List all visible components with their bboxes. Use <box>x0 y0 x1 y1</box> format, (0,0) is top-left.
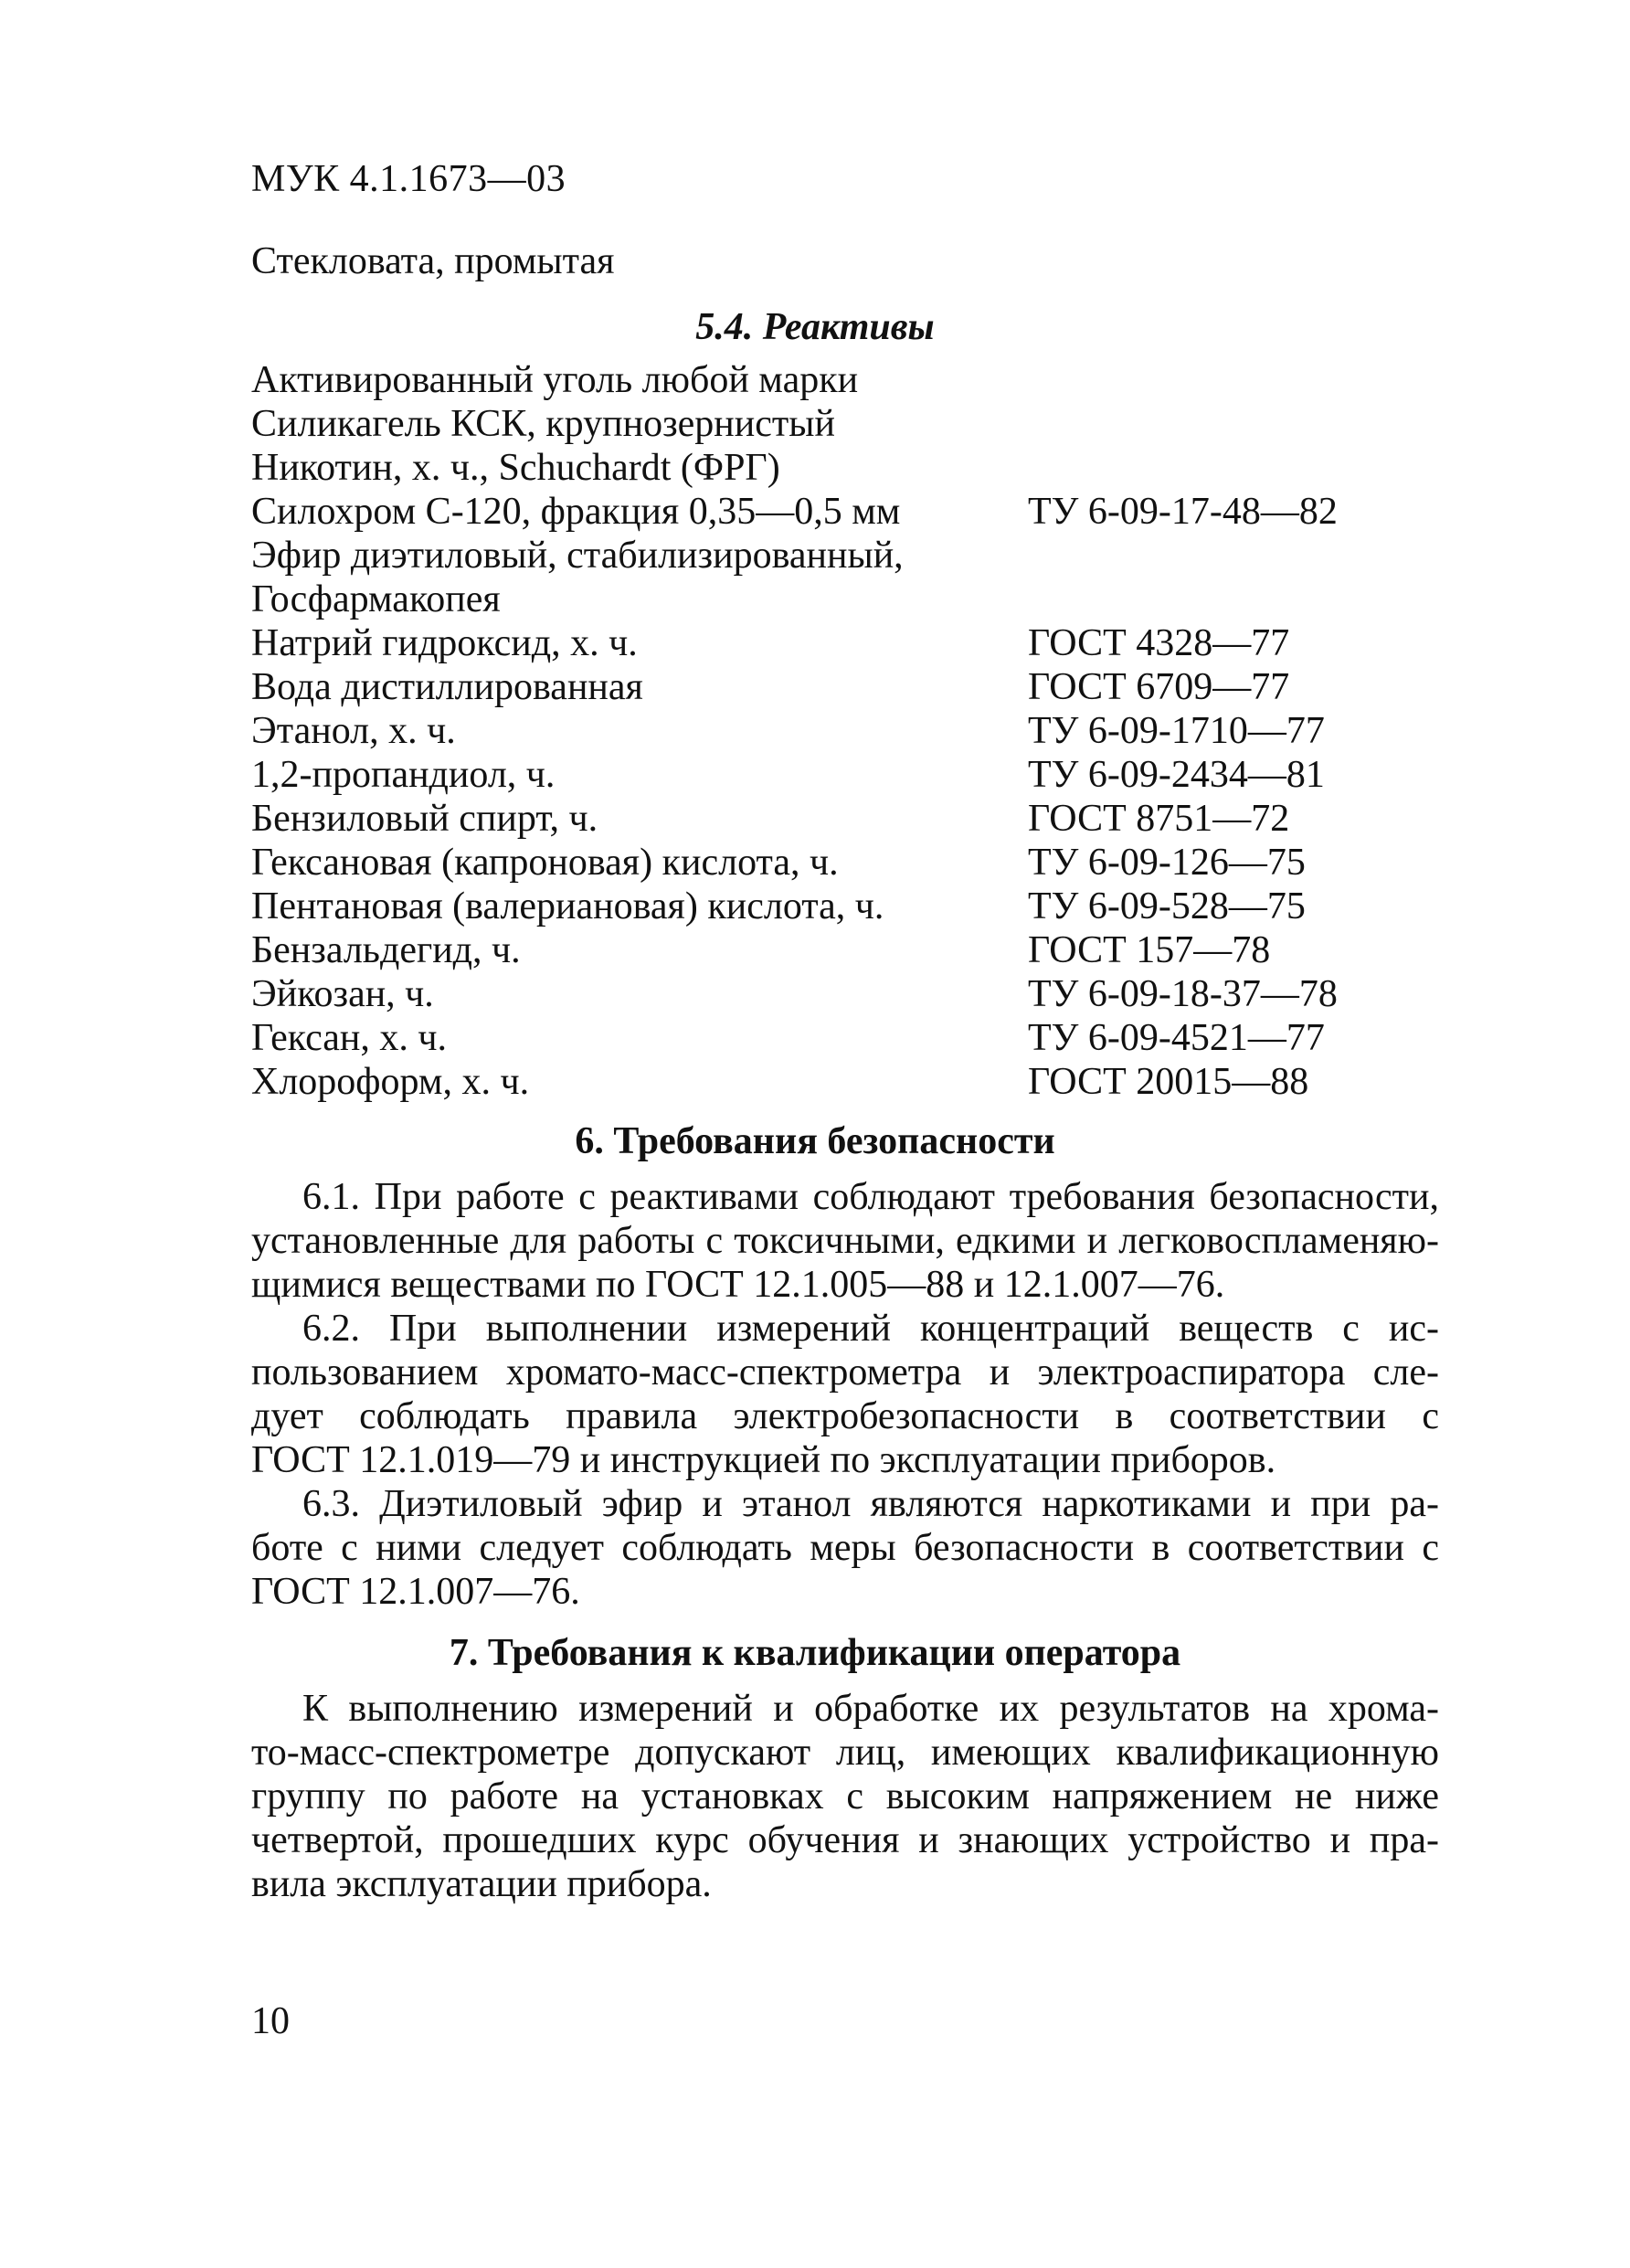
document-code: МУК 4.1.1673—03 <box>251 158 566 200</box>
paragraph-6-2 <box>251 1307 1439 1482</box>
reagent-standard: ГОСТ 157—78 <box>1028 929 1271 971</box>
paragraph-7 <box>251 1687 1439 1906</box>
section-6-title: 6. Требования безопасности <box>575 1120 1055 1162</box>
reagent-standard: ТУ 6-09-2434—81 <box>1028 754 1325 796</box>
paragraph-line: 6.1. При работе с реактивами соблюдают требования безопасности, <box>302 1176 1439 1218</box>
paragraph-line: щимися веществами по ГОСТ 12.1.005—88 и 12.1.007—76. <box>251 1264 1225 1306</box>
reagent-name: Эфир диэтиловый, стабилизированный, <box>251 535 904 577</box>
paragraph-line: 6.3. Диэтиловый эфир и этанол являются наркотиками и при ра- <box>302 1483 1439 1525</box>
paragraph-line: ГОСТ 12.1.007—76. <box>251 1571 580 1613</box>
paragraph-line: установленные для работы с токсичными, едкими и легковоспламеняю- <box>251 1220 1439 1262</box>
reagent-row <box>251 885 1439 928</box>
reagent-row <box>251 1060 1439 1104</box>
paragraph-line: К выполнению измерений и обработке их результатов на хрома- <box>302 1688 1439 1730</box>
reagent-name: Силохром С-120, фракция 0,35—0,5 мм <box>251 491 901 533</box>
reagent-row <box>251 753 1439 797</box>
reagent-name: Гексан, х. ч. <box>251 1017 447 1059</box>
paragraph-line: дует соблюдать правила электробезопасности в соответствии с <box>251 1395 1439 1437</box>
section-5-4-title: 5.4. Реактивы <box>695 306 935 348</box>
paragraph-line: группу по работе на установках с высоким напряжением не ниже <box>251 1775 1439 1818</box>
reagent-name: Натрий гидроксид, х. ч. <box>251 622 638 664</box>
paragraph-line: вила эксплуатации прибора. <box>251 1863 712 1905</box>
reagent-name: Эйкозан, ч. <box>251 973 434 1015</box>
reagent-standard: ГОСТ 4328—77 <box>1028 622 1290 664</box>
reagent-row <box>251 490 1439 534</box>
reagent-name: Пентановая (валериановая) кислота, ч. <box>251 885 884 927</box>
page-number: 10 <box>251 2000 290 2042</box>
paragraph-line: ГОСТ 12.1.019—79 и инструкцией по эксплуатации приборов. <box>251 1439 1276 1481</box>
reagent-standard: ТУ 6-09-1710—77 <box>1028 710 1325 752</box>
reagent-table <box>251 358 1439 1104</box>
reagent-name: Этанол, х. ч. <box>251 710 456 752</box>
reagent-standard: ГОСТ 6709—77 <box>1028 666 1290 708</box>
reagent-name: Силикагель КСК, крупнозернистый <box>251 403 835 445</box>
reagent-name: Вода дистиллированная <box>251 666 643 708</box>
reagent-name: Хлороформ, х. ч. <box>251 1061 530 1103</box>
paragraph-line: то-масс-спектрометре допускают лиц, имеющих квалификационную <box>251 1732 1439 1774</box>
reagent-row <box>251 446 1439 490</box>
reagent-row <box>251 841 1439 885</box>
reagent-row <box>251 665 1439 709</box>
reagent-row <box>251 972 1439 1016</box>
reagent-name: 1,2-пропандиол, ч. <box>251 754 556 796</box>
paragraph-line: четвертой, прошедших курс обучения и знающих устройство и пра- <box>251 1819 1439 1861</box>
reagent-name: Госфармакопея <box>251 578 501 620</box>
reagent-row <box>251 578 1439 621</box>
reagent-standard: ТУ 6-09-126—75 <box>1028 842 1306 884</box>
reagent-name: Активированный уголь любой марки <box>251 359 859 401</box>
paragraph-line: боте с ними следует соблюдать меры безопасности в соответствии с <box>251 1527 1439 1569</box>
reagent-row <box>251 402 1439 446</box>
reagent-name: Бензиловый спирт, ч. <box>251 798 598 840</box>
reagent-row <box>251 928 1439 972</box>
reagent-row <box>251 709 1439 753</box>
reagent-standard: ТУ 6-09-528—75 <box>1028 885 1306 927</box>
reagent-row <box>251 358 1439 402</box>
paragraph-line: пользованием хромато-масс-спектрометра и электроаспиратора сле- <box>251 1351 1439 1394</box>
reagent-standard: ТУ 6-09-4521—77 <box>1028 1017 1325 1059</box>
reagent-name: Гексановая (капроновая) кислота, ч. <box>251 842 839 884</box>
paragraph-6-3 <box>251 1482 1439 1614</box>
reagent-row <box>251 621 1439 665</box>
reagent-standard: ТУ 6-09-17-48—82 <box>1028 491 1338 533</box>
continued-equipment-line: Стекловата, промытая <box>251 240 615 282</box>
section-7-title: 7. Требования к квалификации оператора <box>449 1632 1181 1674</box>
reagent-name: Бензальдегид, ч. <box>251 929 521 971</box>
paragraph-line: 6.2. При выполнении измерений концентраций веществ с ис- <box>302 1308 1439 1350</box>
reagent-row <box>251 1016 1439 1060</box>
reagent-row <box>251 534 1439 578</box>
reagent-standard: ГОСТ 20015—88 <box>1028 1061 1309 1103</box>
reagent-standard: ТУ 6-09-18-37—78 <box>1028 973 1338 1015</box>
reagent-standard: ГОСТ 8751—72 <box>1028 798 1290 840</box>
reagent-name: Никотин, х. ч., Schuchardt (ФРГ) <box>251 447 780 489</box>
paragraph-6-1 <box>251 1175 1439 1307</box>
reagent-row <box>251 797 1439 841</box>
